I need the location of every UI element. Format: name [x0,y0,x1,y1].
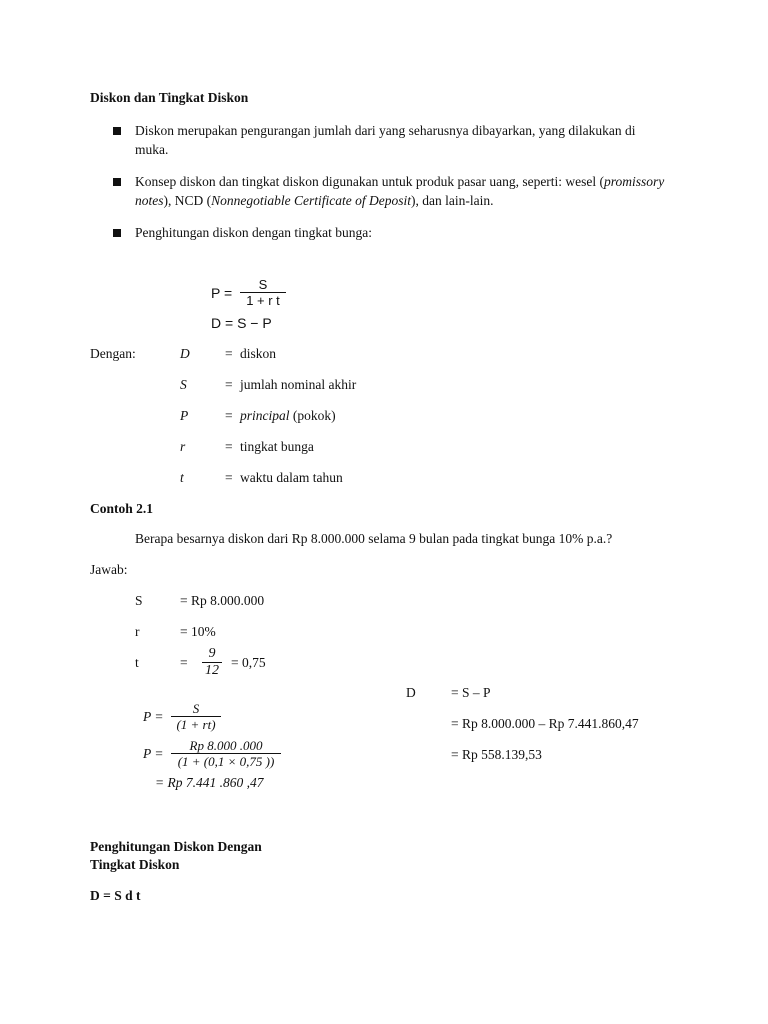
section2-title-line2: Tingkat Diskon [90,857,180,872]
t-denominator: 12 [202,662,222,679]
section-heading: Diskon dan Tingkat Diskon [90,90,249,105]
t-result: = 0,75 [231,655,266,670]
given-symbol: S [135,593,143,608]
def-description: jumlah nominal akhir [240,377,357,392]
bullet-text-3: Penghitungan diskon dengan tingkat bunga: [135,225,372,240]
def-equals: = [225,346,233,361]
calc-p-denominator: (1 + rt) [171,716,221,732]
t-numerator: 9 [208,646,216,661]
given-value: = 10% [180,624,216,639]
bullet-2-text-part: Konsep diskon dan tingkat diskon digunakan untuk produk pasar uang, seperti: wesel ( [135,174,605,189]
calc-p2-numerator: Rp 8.000 .000 [189,738,263,753]
def-symbol: S [180,377,187,392]
t-equals: = [180,655,188,670]
def-description: diskon [240,346,277,361]
bullet-2-italic-term: promissory notes [135,174,665,208]
calc-p-lhs: P = [143,709,164,724]
bullet-square-icon [113,127,121,135]
calc-d-symbol: D [406,685,416,700]
calc-d-line: = Rp 8.000.000 – Rp 7.441.860,47 [451,716,639,731]
bullet-2-text-part: ), NCD ( [163,193,212,208]
calc-p2-lhs: P = [143,746,164,761]
bullet-2-text-part: ), dan lain-lain. [410,193,494,208]
section2-title-line1: Penghitungan Diskon Dengan [90,839,262,854]
formula-d-line: D = S − P [211,315,272,331]
bullet-square-icon [113,229,121,237]
def-description: waktu dalam tahun [240,470,343,485]
def-symbol: t [180,470,184,485]
t-fraction [202,646,222,679]
calc-p-result: = Rp 7.441 .860 ,47 [155,775,264,790]
formula-p-numerator: S [258,277,268,292]
bullet-2-italic-term: Nonnegotiable Certificate of Deposit [211,193,411,208]
def-equals: = [225,377,233,392]
calc-p2-fraction [171,738,281,769]
formula-p-lhs: P = [211,285,233,301]
def-description [240,408,336,424]
given-symbol: t [135,655,139,670]
calc-p-numerator: S [192,701,200,716]
def-equals: = [225,439,233,454]
bullet-text-1: Diskon merupakan pengurangan jumlah dari yang seharusnya dibayarkan, yang dilakukan di muka. [135,123,636,157]
bullet-square-icon [113,178,121,186]
calc-d-line: = Rp 558.139,53 [451,747,542,762]
bullet-text-2 [135,172,665,210]
calc-p-fraction [171,701,221,732]
def-description-italic: principal [240,408,290,423]
def-description: tingkat bunga [240,439,314,454]
example-title: Contoh 2.1 [90,501,154,516]
def-equals: = [225,470,233,485]
calc-p2-denominator: (1 + (0,1 × 0,75 )) [171,753,281,769]
def-symbol: r [180,439,186,454]
given-symbol: r [135,624,140,639]
formula-p-fraction [240,277,286,308]
example-question: Berapa besarnya diskon dari Rp 8.000.000 selama 9 bulan pada tingkat bunga 10% p.a.? [135,531,613,546]
definitions-intro: Dengan: [90,346,136,361]
def-symbol: D [180,346,190,361]
formula-p-denominator: 1 + r t [240,292,286,308]
calc-d-line: = S – P [451,685,491,700]
answer-label: Jawab: [90,562,128,577]
def-equals: = [225,408,233,423]
def-symbol: P [180,408,189,423]
def-description-rest: (pokok) [289,408,336,423]
given-value: = Rp 8.000.000 [180,593,265,608]
section2-formula: D = S d t [90,888,141,903]
